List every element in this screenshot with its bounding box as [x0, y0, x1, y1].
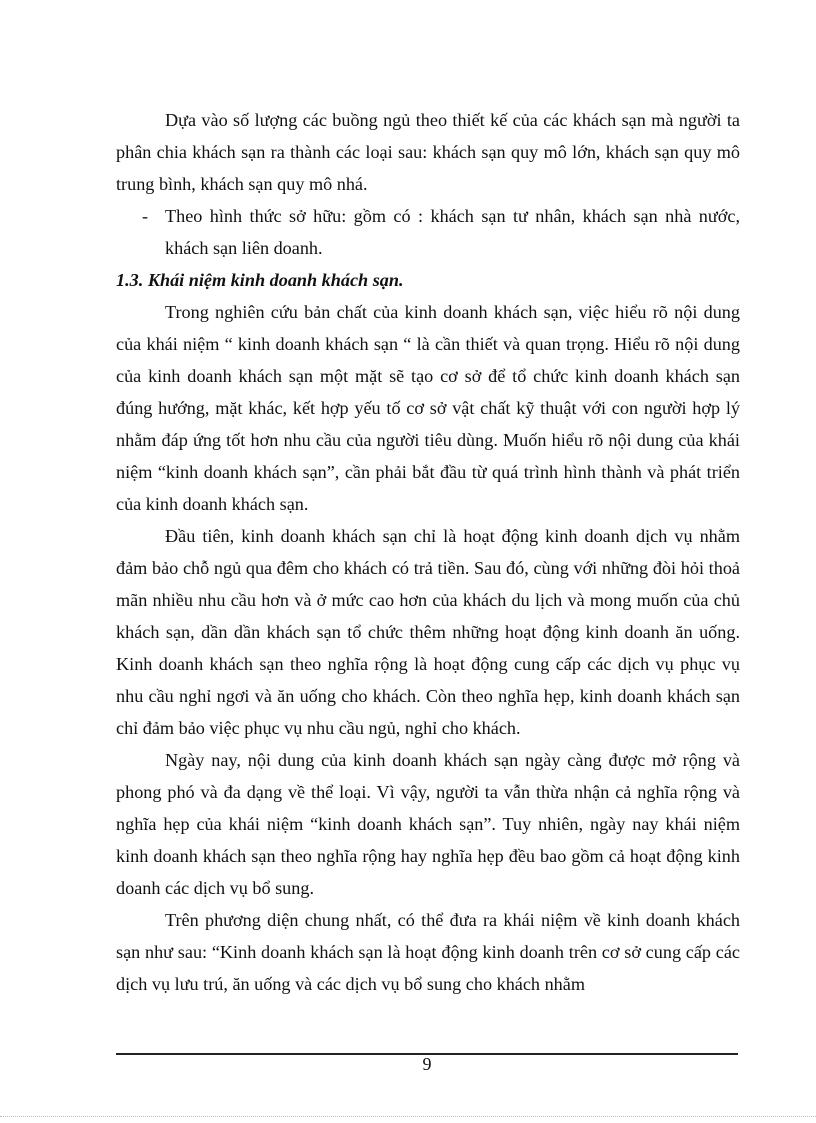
paragraph-history: Đầu tiên, kinh doanh khách sạn chỉ là hoạt động kinh doanh dịch vụ nhằm đảm bảo chỗ ngủ qua đêm cho khách có trả tiền. Sau đó, cùng với những đòi hỏi thoả mãn nhiều nhu cầu hơn và ở mức cao hơn của khách du lịch và mong muốn của chủ khách sạn, dần dần khách sạn tổ chức thêm những hoạt động kinh doanh ăn uống. Kinh doanh khách sạn theo nghĩa rộng là hoạt động cung cấp các dịch vụ phục vụ nhu cầu nghỉ ngơi và ăn uống cho khách. Còn theo nghĩa hẹp, kinh doanh khách sạn chỉ đảm bảo việc phục vụ nhu cầu ngủ, nghỉ cho khách. [116, 526, 740, 738]
paragraph-room-scale: Dựa vào số lượng các buồng ngủ theo thiết kế của các khách sạn mà người ta phân chia khách sạn ra thành các loại sau: khách sạn quy mô lớn, khách sạn quy mô trung bình, khách sạn quy mô nhá. [116, 110, 740, 194]
page-number: 9 [422, 1054, 432, 1074]
list-item-ownership [116, 200, 740, 264]
section-heading: 1.3. Khái niệm kinh doanh khách sạn. [116, 270, 404, 290]
body-text [116, 104, 740, 1000]
paragraph-nowadays: Ngày nay, nội dung của kinh doanh khách sạn ngày càng được mở rộng và phong phó và đa dạng về thể loại. Vì vậy, người ta vẫn thừa nhận cả nghĩa rộng và nghĩa hẹp của khái niệm “kinh doanh khách sạn”. Tuy nhiên, ngày nay khái niệm kinh doanh khách sạn theo nghĩa rộng hay nghĩa hẹp đều bao gồm cả hoạt động kinh doanh các dịch vụ bổ sung. [116, 750, 740, 898]
bullet-dash: - [142, 206, 149, 226]
list-item-text: Theo hình thức sở hữu: gồm có : khách sạn tư nhân, khách sạn nhà nước, khách sạn liên doanh. [165, 206, 740, 258]
paragraph-definition: Trên phương diện chung nhất, có thể đưa ra khái niệm về kinh doanh khách sạn như sau: “Kinh doanh khách sạn là hoạt động kinh doanh trên cơ sở cung cấp các dịch vụ lưu trú, ăn uống và các dịch vụ bổ sung cho khách nhằm [116, 910, 740, 994]
paragraph-concept-intro: Trong nghiên cứu bản chất của kinh doanh khách sạn, việc hiểu rõ nội dung của khái niệm “ kinh doanh khách sạn “ là cần thiết và quan trọng. Hiểu rõ nội dung của kinh doanh khách sạn một mặt sẽ tạo cơ sở để tổ chức kinh doanh khách sạn đúng hướng, mặt khác, kết hợp yếu tố cơ sở vật chất kỹ thuật với con người hợp lý nhằm đáp ứng tốt hơn nhu cầu của người tiêu dùng. Muốn hiểu rõ nội dung của khái niệm “kinh doanh khách sạn”, cần phải bắt đầu từ quá trình hình thành và phát triển của kinh doanh khách sạn. [116, 302, 740, 514]
page-edge-dotted-line [0, 1116, 816, 1117]
